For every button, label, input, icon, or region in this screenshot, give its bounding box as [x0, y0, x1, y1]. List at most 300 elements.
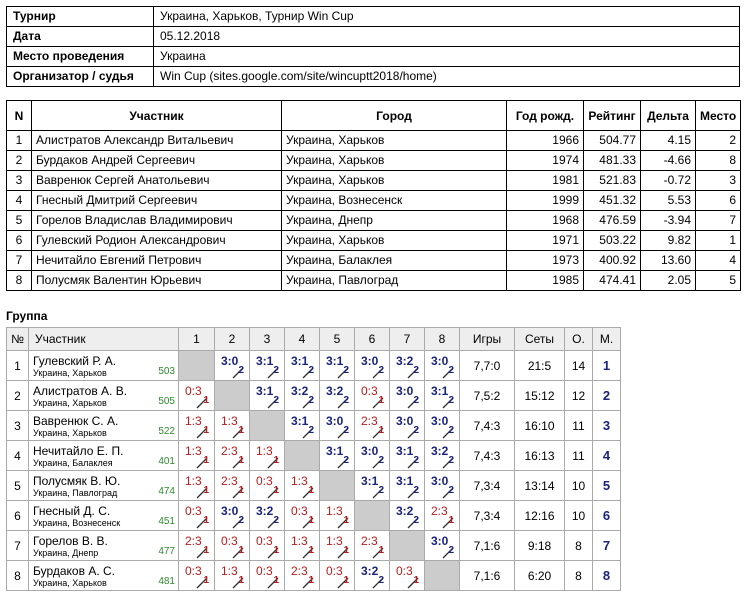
match-cell: [250, 351, 285, 381]
match-cell: [425, 351, 460, 381]
group-row-n: 4: [7, 441, 29, 471]
info-row: [7, 7, 740, 27]
match-cell: [179, 381, 215, 411]
group-player-cell: [29, 561, 179, 591]
table-row: [7, 231, 741, 251]
match-cell: [320, 501, 355, 531]
group-row: [7, 561, 621, 591]
match-points: 2: [343, 365, 349, 376]
player-city: Украина, Харьков: [282, 131, 507, 151]
match-cell: [425, 501, 460, 531]
col-header-place: Место: [696, 101, 741, 131]
match-cell: [355, 441, 390, 471]
group-row-n: 8: [7, 561, 29, 591]
match-points: 2: [448, 485, 454, 496]
group-player-cell: [29, 441, 179, 471]
group-col-3: 3: [250, 328, 285, 351]
player-year: 1966: [507, 131, 584, 151]
group-row: [7, 501, 621, 531]
group-row-n: 1: [7, 351, 29, 381]
group-sets: 21:5: [515, 351, 565, 381]
group-col-games: Игры: [460, 328, 515, 351]
match-score: 2:3: [221, 474, 238, 488]
match-points: 2: [413, 455, 419, 466]
match-score: 3:0: [431, 534, 449, 548]
self-cell: [215, 381, 250, 411]
match-score: 3:2: [291, 384, 309, 398]
match-cell: [215, 531, 250, 561]
group-row-n: 2: [7, 381, 29, 411]
match-cell: [285, 351, 320, 381]
group-player-name: Гнесный Д. С.: [33, 504, 111, 518]
match-score: 3:0: [221, 504, 239, 518]
player-delta: 9.82: [641, 231, 696, 251]
match-points: 1: [203, 515, 209, 526]
info-row: [7, 27, 740, 47]
group-points: 10: [565, 501, 593, 531]
match-cell: [250, 501, 285, 531]
match-cell: [425, 381, 460, 411]
player-city: Украина, Вознесенск: [282, 191, 507, 211]
match-cell: [390, 471, 425, 501]
match-score: 0:3: [396, 564, 413, 578]
group-player-rating: 503: [158, 366, 175, 377]
group-player-cell: [29, 411, 179, 441]
group-place: 5: [593, 471, 621, 501]
players-table: [6, 100, 741, 291]
self-cell: [179, 351, 215, 381]
group-col-points: О.: [565, 328, 593, 351]
player-city: Украина, Балаклея: [282, 251, 507, 271]
col-header-n: N: [7, 101, 32, 131]
match-points: 2: [273, 365, 279, 376]
group-row: [7, 351, 621, 381]
group-player-city: Украина, Харьков: [33, 578, 107, 588]
group-sets: 6:20: [515, 561, 565, 591]
match-cell: [250, 441, 285, 471]
player-delta: 13.60: [641, 251, 696, 271]
player-name: Полусмяк Валентин Юрьевич: [32, 271, 282, 291]
player-rating: 476.59: [584, 211, 641, 231]
match-cell: [285, 531, 320, 561]
self-cell: [425, 561, 460, 591]
match-score: 3:0: [221, 354, 239, 368]
match-cell: [390, 561, 425, 591]
player-n: 2: [7, 151, 32, 171]
player-rating: 504.77: [584, 131, 641, 151]
match-points: 2: [448, 395, 454, 406]
info-value: Win Cup (sites.google.com/site/wincuptt2018/home): [154, 67, 740, 87]
match-points: 1: [238, 455, 244, 466]
player-delta: 4.15: [641, 131, 696, 151]
group-games: 7,3:4: [460, 501, 515, 531]
match-points: 1: [238, 575, 244, 586]
self-cell: [355, 501, 390, 531]
match-points: 1: [203, 455, 209, 466]
match-score: 0:3: [291, 504, 308, 518]
group-player-name: Алистратов А. В.: [33, 384, 128, 398]
match-points: 2: [413, 365, 419, 376]
match-cell: [179, 561, 215, 591]
match-cell: [355, 411, 390, 441]
match-points: 1: [238, 545, 244, 556]
info-key: Турнир: [7, 7, 154, 27]
match-score: 1:3: [185, 444, 202, 458]
player-n: 6: [7, 231, 32, 251]
group-player-city: Украина, Балаклея: [33, 458, 113, 468]
player-year: 1973: [507, 251, 584, 271]
match-points: 2: [448, 425, 454, 436]
match-cell: [285, 471, 320, 501]
match-score: 1:3: [185, 474, 202, 488]
match-cell: [355, 531, 390, 561]
match-points: 1: [203, 485, 209, 496]
info-key: Место проведения: [7, 47, 154, 67]
match-cell: [285, 501, 320, 531]
match-score: 3:1: [326, 354, 344, 368]
player-place: 3: [696, 171, 741, 191]
match-score: 3:0: [396, 384, 414, 398]
self-cell: [390, 531, 425, 561]
match-score: 3:1: [396, 444, 414, 458]
match-cell: [215, 411, 250, 441]
info-value: Украина, Харьков, Турнир Win Cup: [154, 7, 740, 27]
match-score: 2:3: [431, 504, 448, 518]
group-player-city: Украина, Харьков: [33, 368, 107, 378]
group-games: 7,1:6: [460, 561, 515, 591]
group-place: 2: [593, 381, 621, 411]
group-games: 7,3:4: [460, 471, 515, 501]
match-points: 2: [448, 545, 454, 556]
match-cell: [425, 411, 460, 441]
match-cell: [250, 531, 285, 561]
player-rating: 481.33: [584, 151, 641, 171]
group-sets: 9:18: [515, 531, 565, 561]
match-score: 3:1: [326, 444, 344, 458]
player-delta: -3.94: [641, 211, 696, 231]
match-cell: [179, 531, 215, 561]
player-city: Украина, Харьков: [282, 151, 507, 171]
match-points: 2: [343, 425, 349, 436]
group-header-row: [7, 328, 621, 351]
player-year: 1971: [507, 231, 584, 251]
match-cell: [215, 501, 250, 531]
player-year: 1981: [507, 171, 584, 191]
table-row: [7, 211, 741, 231]
group-sets: 13:14: [515, 471, 565, 501]
table-row: [7, 271, 741, 291]
group-row-n: 3: [7, 411, 29, 441]
player-n: 4: [7, 191, 32, 211]
table-row: [7, 251, 741, 271]
match-score: 3:0: [431, 354, 449, 368]
match-points: 1: [308, 545, 314, 556]
match-cell: [285, 561, 320, 591]
match-score: 0:3: [185, 384, 202, 398]
group-games: 7,4:3: [460, 411, 515, 441]
player-rating: 503.22: [584, 231, 641, 251]
group-col-1: 1: [179, 328, 215, 351]
player-city: Украина, Харьков: [282, 171, 507, 191]
match-points: 2: [238, 515, 244, 526]
match-cell: [320, 411, 355, 441]
players-header-row: [7, 101, 741, 131]
match-points: 2: [308, 395, 314, 406]
match-score: 3:1: [291, 414, 309, 428]
match-score: 0:3: [256, 474, 273, 488]
match-points: 1: [378, 395, 384, 406]
match-score: 3:2: [361, 564, 379, 578]
match-score: 3:2: [326, 384, 344, 398]
group-col-6: 6: [355, 328, 390, 351]
match-points: 1: [308, 515, 314, 526]
player-name: Горелов Владислав Владимирович: [32, 211, 282, 231]
group-row: [7, 531, 621, 561]
player-name: Вавренюк Сергей Анатольевич: [32, 171, 282, 191]
match-points: 1: [273, 455, 279, 466]
player-place: 4: [696, 251, 741, 271]
group-player-cell: [29, 471, 179, 501]
match-score: 3:2: [256, 504, 274, 518]
group-player-cell: [29, 501, 179, 531]
player-year: 1968: [507, 211, 584, 231]
group-games: 7,7:0: [460, 351, 515, 381]
self-cell: [285, 441, 320, 471]
match-score: 0:3: [256, 564, 273, 578]
match-points: 2: [378, 455, 384, 466]
player-delta: 2.05: [641, 271, 696, 291]
match-points: 1: [413, 575, 419, 586]
match-score: 0:3: [185, 564, 202, 578]
info-value: Украина: [154, 47, 740, 67]
match-cell: [179, 501, 215, 531]
group-row: [7, 471, 621, 501]
player-delta: 5.53: [641, 191, 696, 211]
group-col-n: №: [7, 328, 29, 351]
group-col-4: 4: [285, 328, 320, 351]
match-cell: [390, 441, 425, 471]
match-score: 3:1: [256, 354, 274, 368]
match-score: 2:3: [361, 414, 378, 428]
match-score: 1:3: [221, 414, 238, 428]
match-cell: [320, 381, 355, 411]
match-score: 3:1: [396, 474, 414, 488]
match-cell: [320, 351, 355, 381]
match-points: 2: [343, 395, 349, 406]
match-score: 3:0: [326, 414, 344, 428]
player-name: Бурдаков Андрей Сергеевич: [32, 151, 282, 171]
player-name: Алистратов Александр Витальевич: [32, 131, 282, 151]
group-col-place: М.: [593, 328, 621, 351]
match-cell: [250, 471, 285, 501]
match-cell: [215, 561, 250, 591]
group-player-name: Бурдаков А. С.: [33, 564, 115, 578]
match-points: 2: [273, 515, 279, 526]
player-n: 5: [7, 211, 32, 231]
match-cell: [390, 411, 425, 441]
match-score: 2:3: [221, 444, 238, 458]
group-row-n: 7: [7, 531, 29, 561]
col-header-rating: Рейтинг: [584, 101, 641, 131]
group-points: 8: [565, 561, 593, 591]
match-cell: [320, 441, 355, 471]
match-points: 2: [343, 455, 349, 466]
match-points: 2: [413, 395, 419, 406]
match-points: 1: [203, 545, 209, 556]
match-score: 3:0: [431, 414, 449, 428]
group-player-city: Украина, Павлоград: [33, 488, 118, 498]
match-points: 2: [378, 575, 384, 586]
match-score: 1:3: [291, 474, 308, 488]
match-score: 3:0: [361, 354, 379, 368]
match-points: 1: [343, 515, 349, 526]
group-points: 8: [565, 531, 593, 561]
match-points: 1: [273, 545, 279, 556]
match-score: 0:3: [221, 534, 238, 548]
match-points: 2: [413, 425, 419, 436]
match-cell: [250, 381, 285, 411]
col-header-year: Год рожд.: [507, 101, 584, 131]
group-place: 8: [593, 561, 621, 591]
match-score: 3:2: [431, 444, 449, 458]
player-rating: 474.41: [584, 271, 641, 291]
group-points: 12: [565, 381, 593, 411]
match-score: 3:0: [431, 474, 449, 488]
group-games: 7,1:6: [460, 531, 515, 561]
match-points: 1: [448, 515, 454, 526]
info-key: Дата: [7, 27, 154, 47]
match-cell: [215, 471, 250, 501]
match-cell: [425, 471, 460, 501]
match-score: 1:3: [326, 534, 343, 548]
player-year: 1999: [507, 191, 584, 211]
player-rating: 451.32: [584, 191, 641, 211]
match-score: 2:3: [361, 534, 378, 548]
group-row: [7, 441, 621, 471]
match-points: 1: [343, 575, 349, 586]
table-row: [7, 151, 741, 171]
match-cell: [425, 531, 460, 561]
match-points: 1: [273, 485, 279, 496]
player-place: 8: [696, 151, 741, 171]
match-score: 3:1: [431, 384, 449, 398]
match-cell: [390, 501, 425, 531]
group-crosstable: [6, 327, 621, 591]
tournament-info-table: [6, 6, 740, 87]
group-player-cell: [29, 351, 179, 381]
match-score: 1:3: [221, 564, 238, 578]
group-player-city: Украина, Вознесенск: [33, 518, 121, 528]
info-key: Организатор / судья: [7, 67, 154, 87]
group-points: 11: [565, 411, 593, 441]
group-sets: 15:12: [515, 381, 565, 411]
match-score: 3:1: [256, 384, 274, 398]
player-city: Украина, Харьков: [282, 231, 507, 251]
group-title: Группа: [6, 309, 48, 323]
match-score: 3:1: [291, 354, 309, 368]
group-place: 3: [593, 411, 621, 441]
match-score: 3:0: [361, 444, 379, 458]
player-place: 2: [696, 131, 741, 151]
match-points: 2: [238, 365, 244, 376]
match-points: 2: [378, 485, 384, 496]
player-year: 1974: [507, 151, 584, 171]
group-col-2: 2: [215, 328, 250, 351]
match-cell: [179, 471, 215, 501]
group-player-name: Полусмяк В. Ю.: [33, 474, 121, 488]
group-points: 11: [565, 441, 593, 471]
table-row: [7, 131, 741, 151]
match-points: 1: [273, 575, 279, 586]
group-col-8: 8: [425, 328, 460, 351]
group-player-city: Украина, Днепр: [33, 548, 99, 558]
self-cell: [250, 411, 285, 441]
match-cell: [215, 351, 250, 381]
match-points: 1: [238, 485, 244, 496]
group-player-name: Вавренюк С. А.: [33, 414, 119, 428]
match-cell: [250, 561, 285, 591]
group-place: 7: [593, 531, 621, 561]
player-place: 7: [696, 211, 741, 231]
group-place: 1: [593, 351, 621, 381]
match-points: 2: [413, 485, 419, 496]
match-points: 2: [308, 425, 314, 436]
group-player-name: Нечитайло Е. П.: [33, 444, 124, 458]
player-name: Гнесный Дмитрий Сергеевич: [32, 191, 282, 211]
group-col-sets: Сеты: [515, 328, 565, 351]
group-player-name: Гулевский Р. А.: [33, 354, 117, 368]
group-player-cell: [29, 381, 179, 411]
group-points: 10: [565, 471, 593, 501]
match-cell: [320, 561, 355, 591]
player-city: Украина, Днепр: [282, 211, 507, 231]
table-row: [7, 191, 741, 211]
match-cell: [179, 441, 215, 471]
group-player-rating: 451: [158, 516, 175, 527]
player-rating: 400.92: [584, 251, 641, 271]
match-cell: [355, 351, 390, 381]
group-row-n: 5: [7, 471, 29, 501]
match-score: 0:3: [185, 504, 202, 518]
match-score: 0:3: [326, 564, 343, 578]
group-player-name: Горелов В. В.: [33, 534, 108, 548]
match-points: 2: [448, 365, 454, 376]
match-points: 2: [308, 365, 314, 376]
player-n: 1: [7, 131, 32, 151]
match-score: 0:3: [256, 534, 273, 548]
group-player-cell: [29, 531, 179, 561]
match-score: 1:3: [256, 444, 273, 458]
match-points: 1: [308, 485, 314, 496]
match-points: 2: [413, 515, 419, 526]
self-cell: [320, 471, 355, 501]
match-cell: [355, 561, 390, 591]
group-sets: 16:13: [515, 441, 565, 471]
group-place: 4: [593, 441, 621, 471]
match-cell: [215, 441, 250, 471]
group-games: 7,5:2: [460, 381, 515, 411]
match-score: 3:0: [396, 414, 414, 428]
match-cell: [320, 531, 355, 561]
match-score: 3:2: [396, 354, 414, 368]
group-col-name: Участник: [29, 328, 179, 351]
group-player-rating: 401: [158, 456, 175, 467]
match-cell: [179, 411, 215, 441]
group-col-5: 5: [320, 328, 355, 351]
group-player-rating: 505: [158, 396, 175, 407]
group-player-rating: 477: [158, 546, 175, 557]
player-place: 1: [696, 231, 741, 251]
